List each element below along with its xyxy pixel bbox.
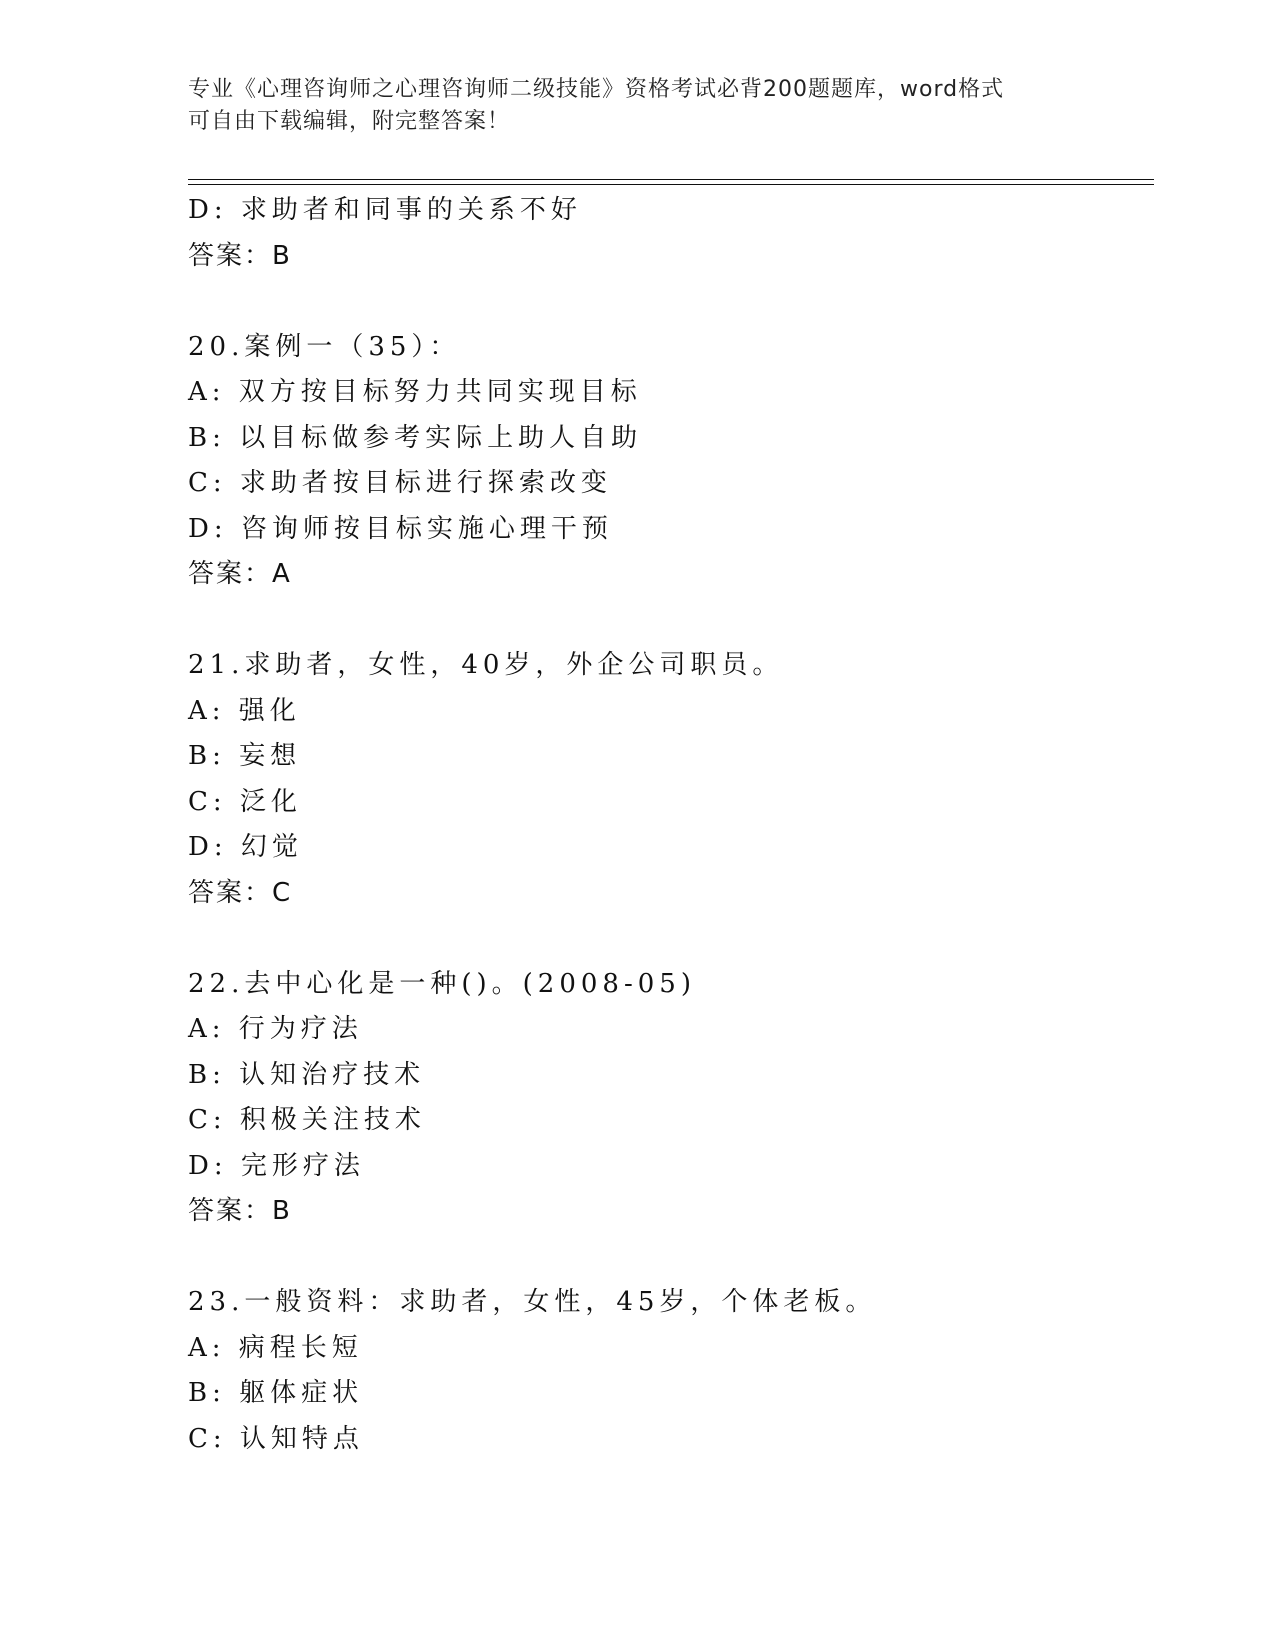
option-a: A: 双方按目标努力共同实现目标 [188, 377, 642, 407]
question-stem: 21.求助者，女性，40岁，外企公司职员。 [188, 650, 784, 680]
option-d: D: 完形疗法 [188, 1150, 365, 1181]
header-rule-top [188, 179, 1154, 180]
document-header [188, 74, 1088, 138]
spacer [188, 916, 1148, 962]
question-22 [188, 962, 1148, 1235]
option-a: A: 病程长短 [188, 1332, 363, 1363]
option-c: C: 认知特点 [188, 1423, 364, 1454]
option-d: D: 咨询师按目标实施心理干预 [188, 513, 613, 544]
option-d: D: 幻觉 [188, 832, 303, 862]
question-stem: 22.去中心化是一种()。(2008-05) [188, 968, 696, 999]
option-a: A: 行为疗法 [188, 1014, 363, 1044]
option-b: B: 躯体症状 [188, 1378, 364, 1408]
option-b: B: 认知治疗技术 [188, 1059, 426, 1090]
spacer [188, 1235, 1148, 1281]
header-rule-bottom [188, 184, 1154, 185]
answer: 答案：C [188, 877, 293, 908]
spacer [188, 279, 1148, 325]
prev-option-d: D: 求助者和同事的关系不好 [188, 195, 582, 225]
question-23 [188, 1280, 1148, 1462]
option-b: B: 以目标做参考实际上助人自助 [188, 422, 643, 453]
answer: 答案：B [188, 1196, 292, 1226]
prev-answer: 答案：B [188, 240, 292, 271]
option-b: B: 妄想 [188, 741, 302, 771]
question-stem: 23.一般资料：求助者，女性，45岁，个体老板。 [188, 1287, 877, 1317]
option-c: C: 求助者按目标进行探索改变 [188, 468, 612, 498]
header-line-2: 可自由下载编辑，附完整答案！ [188, 109, 511, 134]
option-c: C: 积极关注技术 [188, 1105, 426, 1135]
question-20 [188, 325, 1148, 598]
spacer [188, 598, 1148, 644]
question-list [188, 188, 1148, 1462]
header-line-1: 专业《心理咨询师之心理咨询师二级技能》资格考试必背200题题库，word格式 [188, 77, 1005, 102]
option-c: C: 泛化 [188, 786, 302, 817]
option-a: A: 强化 [188, 695, 301, 726]
question-stem: 20.案例一（35）： [188, 331, 461, 362]
question-21 [188, 643, 1148, 916]
answer: 答案：A [188, 559, 292, 589]
